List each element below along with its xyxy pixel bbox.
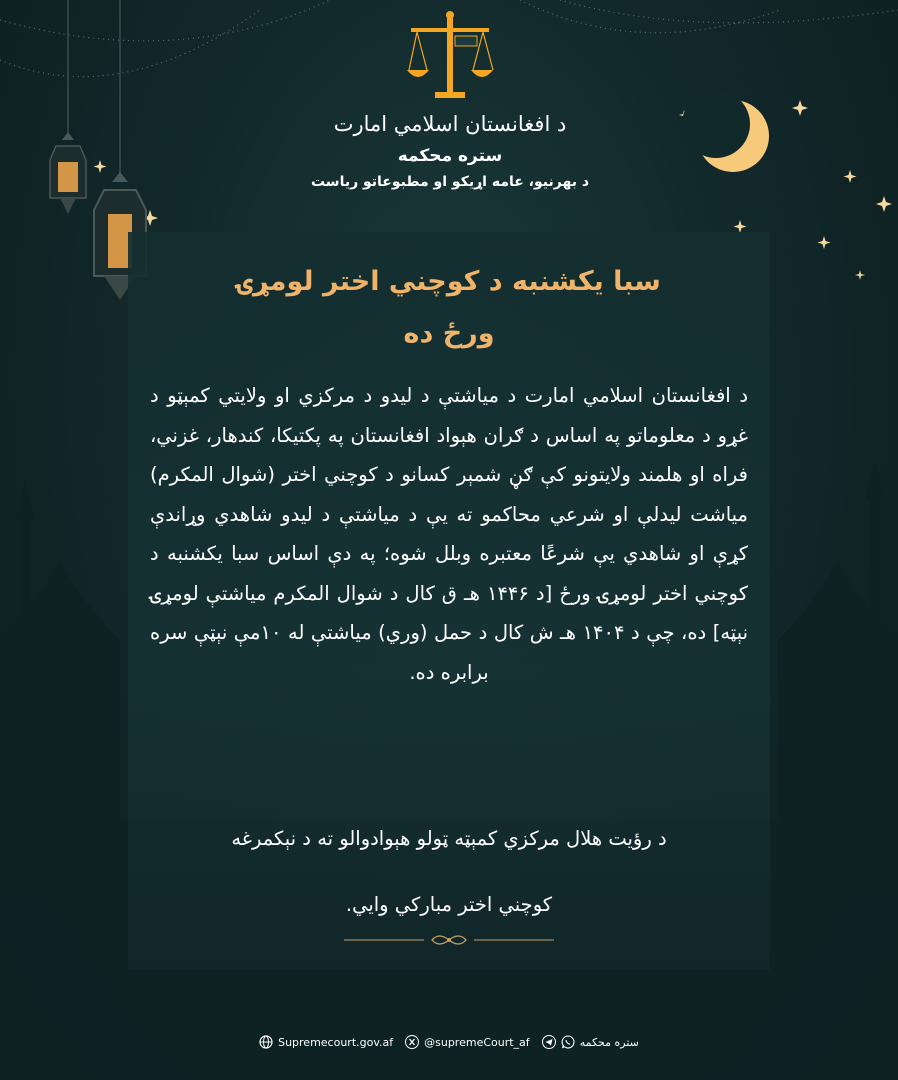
x-account-link[interactable] bbox=[405, 1035, 530, 1049]
closing-message bbox=[150, 806, 748, 938]
crescent-moon-icon bbox=[682, 90, 769, 172]
channel-name-text: ستره محکمه bbox=[579, 1035, 639, 1049]
divider-ornament bbox=[344, 930, 554, 950]
messaging-channels-link[interactable] bbox=[542, 1035, 639, 1049]
scales-of-justice-icon bbox=[405, 10, 495, 102]
telegram-icon bbox=[542, 1035, 556, 1049]
x-logo-icon bbox=[405, 1035, 419, 1049]
closing-line-1: د رؤیت هلال مرکزي کمېټه ټولو هېوادوالو ته د نېکمرغه bbox=[231, 827, 667, 850]
globe-icon bbox=[259, 1035, 273, 1049]
emirate-emblem-text: د افغانستان اسلامي امارت bbox=[333, 112, 567, 136]
court-name: ستره محکمه bbox=[397, 146, 503, 166]
lantern-icon bbox=[50, 0, 86, 214]
department-name: د بهرنیو، عامه اړیکو او مطبوعاتو ریاست bbox=[310, 174, 590, 190]
whatsapp-icon bbox=[561, 1035, 575, 1049]
title-line-2: ورځ ده bbox=[403, 318, 495, 349]
announcement-title bbox=[150, 256, 748, 360]
announcement-body: د افغانستان اسلامي امارت د میاشتې د لیدو د مرکزي او ولایتي کمېټو د غړو د معلوماتو په اساس د ګران هېواد افغانستان په پکتیکا، کندهار، غزني، فراه او هلمند ولایتونو کې ګڼ شمېر کسانو د کوچني اختر (شوال المکرم) میاشت لیدلې او شرعي محاکمو ته یې د میاشتې د لیدو شاهدي وړاندې کړې او شاهدي یې شرعًا معتبره وبلل شوه؛ په دې اساس سبا یکشنبه د کوچني اختر لومړۍ ورځ [د ۱۴۴۶ هـ ق کال د شوال المکرم میاشتې لومړۍ نېټه] ده، چې د ۱۴۰۴ هـ ش کال د حمل (وري) میاشتې له ۱۰مې نېټې سره برابره ده. bbox=[150, 384, 749, 684]
title-line-1: سبا یکشنبه د کوچني اختر لومړۍ bbox=[237, 266, 661, 297]
footer-contacts bbox=[0, 1030, 898, 1054]
website-text: Supremecourt.gov.af bbox=[278, 1035, 394, 1049]
website-link[interactable] bbox=[259, 1035, 393, 1049]
x-handle-text: @supremeCourt_af bbox=[424, 1035, 530, 1049]
closing-line-2: کوچني اختر مبارکي وایي. bbox=[345, 893, 553, 916]
